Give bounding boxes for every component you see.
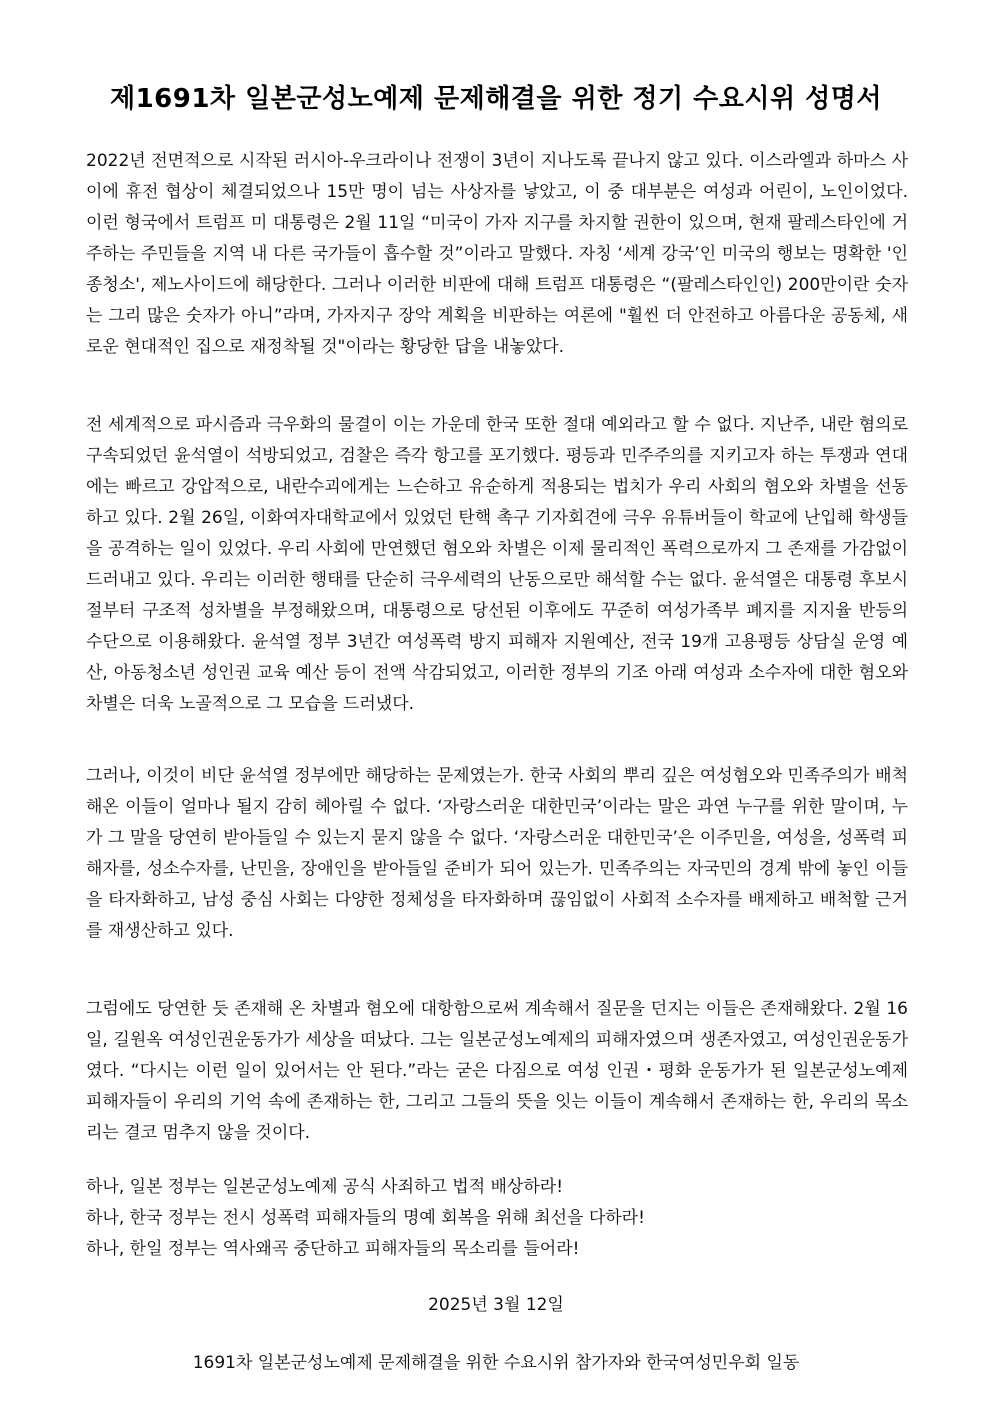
- resolution-item: 하나, 일본 정부는 일본군성노예제 공식 사죄하고 법적 배상하라!: [86, 1177, 564, 1197]
- document-title: 제1691차 일본군성노예제 문제해결을 위한 정기 수요시위 성명서: [109, 84, 883, 114]
- resolution-item: 하나, 한국 정부는 전시 성폭력 피해자들의 명예 회복을 위해 최선을 다하라!: [86, 1208, 645, 1228]
- statement-signature: 1691차 일본군성노예제 문제해결을 위한 수요시위 참가자와 한국여성민우회 일동: [192, 1353, 800, 1373]
- resolutions-list: [86, 1172, 908, 1265]
- statement-date: 2025년 3월 12일: [428, 1295, 564, 1315]
- paragraph-nationalism-misogyny: 그러나, 이것이 비단 윤석열 정부에만 해당하는 문제였는가. 한국 사회의 뿌리 깊은 여성혐오와 민족주의가 배척해온 이들이 얼마나 될지 감히 헤아릴 수 없다. ‘자랑스러운 대한민국’이라는 말은 과연 누구를 위한 말이며, 누가 그 말을 당연히 받아들일 수 있는지 묻지 않을 수 없다. ‘자랑스러운 대한민국’은 이주민을, 여성을, 성폭력 피해자를, 성소수자를, 난민을, 장애인을 받아들일 준비가 되어 있는가. 민족주의는 자국민의 경계 밖에 놓인 이들을 타자화하고, 남성 중심 사회는 다양한 정체성을 타자화하며 끊임없이 사회적 소수자를 배제하고 배척할 근거를 재생산하고 있다.: [86, 766, 908, 941]
- resolution-item: 하나, 한일 정부는 역사왜곡 중단하고 피해자들의 목소리를 들어라!: [86, 1239, 580, 1259]
- paragraph-war-and-genocide: 2022년 전면적으로 시작된 러시아-우크라이나 전쟁이 3년이 지나도록 끝나지 않고 있다. 이스라엘과 하마스 사이에 휴전 협상이 체결되었으나 15만 명이 넘는 사상자를 낳았고, 이 중 대부분은 여성과 어린이, 노인이었다. 이런 형국에서 트럼프 미 대통령은 2월 11일 “미국이 가자 지구를 차지할 권한이 있으며, 현재 팔레스타인에 거주하는 주민들을 지역 내 다른 국가들이 흡수할 것”이라고 말했다. 자칭 ‘세계 강국’인 미국의 행보는 명확한 '인종청소', 제노사이드에 해당한다. 그러나 이러한 비판에 대해 트럼프 대통령은 “(팔레스타인인) 200만이란 숫자는 그리 많은 숫자가 아니”라며, 가자지구 장악 계획을 비판하는 여론에 "훨씬 더 안전하고 아름다운 공동체, 새로운 현대적인 집으로 재정착될 것"이라는 황당한 답을 내놓았다.: [86, 151, 908, 357]
- paragraph-survivors-voices: 그럼에도 당연한 듯 존재해 온 차별과 혐오에 대항함으로써 계속해서 질문을 던지는 이들은 존재해왔다. 2월 16일, 길원옥 여성인권운동가가 세상을 떠났다. 그는 일본군성노예제의 피해자였으며 생존자였고, 여성인권운동가였다. “다시는 이런 일이 있어서는 안 된다.”라는 굳은 다짐으로 여성 인권・평화 운동가가 된 일본군성노예제 피해자들이 우리의 기억 속에 존재하는 한, 그리고 그들의 뜻을 잇는 이들이 계속해서 존재하는 한, 우리의 목소리는 결코 멈추지 않을 것이다.: [86, 999, 908, 1143]
- paragraph-far-right-korea: 전 세계적으로 파시즘과 극우화의 물결이 이는 가운데 한국 또한 절대 예외라고 할 수 없다. 지난주, 내란 혐의로 구속되었던 윤석열이 석방되었고, 검찰은 즉각 항고를 포기했다. 평등과 민주주의를 지키고자 하는 투쟁과 연대에는 빠르고 강압적으로, 내란수괴에게는 느슨하고 유순하게 적용되는 법치가 우리 사회의 혐오와 차별을 선동하고 있다. 2월 26일, 이화여자대학교에서 있었던 탄핵 촉구 기자회견에 극우 유튜버들이 학교에 난입해 학생들을 공격하는 일이 있었다. 우리 사회에 만연했던 혐오와 차별은 이제 물리적인 폭력으로까지 그 존재를 가감없이 드러내고 있다. 우리는 이러한 행태를 단순히 극우세력의 난동으로만 해석할 수는 없다. 윤석열은 대통령 후보시절부터 구조적 성차별을 부정해왔으며, 대통령으로 당선된 이후에도 꾸준히 여성가족부 폐지를 지지율 반등의 수단으로 이용해왔다. 윤석열 정부 3년간 여성폭력 방지 피해자 지원예산, 전국 19개 고용평등 상담실 운영 예산, 아동청소년 성인권 교육 예산 등이 전액 삭감되었고, 이러한 정부의 기조 아래 여성과 소수자에 대한 혐오와 차별은 더욱 노골적으로 그 모습을 드러냈다.: [86, 415, 908, 714]
